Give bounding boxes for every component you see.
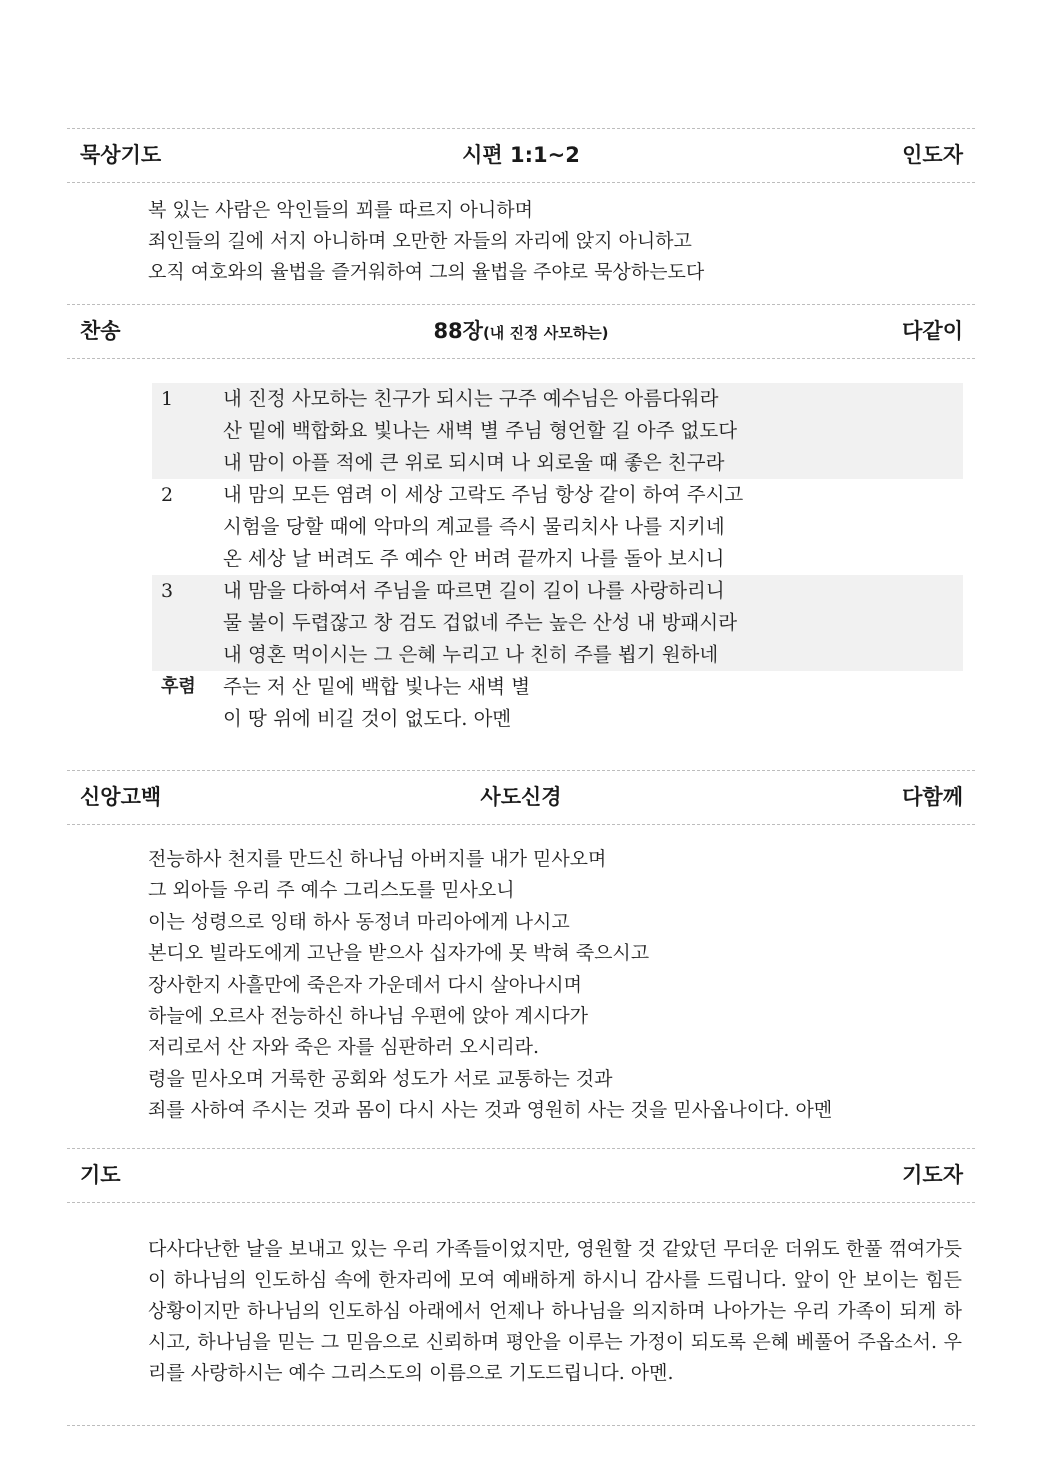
hymn-name: (내 진정 사모하는) <box>482 324 609 342</box>
text-line: 령을 믿사오며 거룩한 공회와 성도가 서로 교통하는 것과 <box>148 1067 613 1090</box>
creed-header <box>67 770 975 824</box>
prayer-title: 기도 <box>80 1163 121 1187</box>
prayer-leader: 기도자 <box>902 1163 963 1187</box>
verse-number: 3 <box>161 580 174 602</box>
creed-participants: 다함께 <box>902 785 963 809</box>
lyric-line: 이 땅 위에 비길 것이 없도다. 아멘 <box>223 707 512 730</box>
refrain-label: 후렴 <box>161 676 196 697</box>
hymn-verse-1 <box>152 383 963 479</box>
creed-name: 사도신경 <box>480 785 562 809</box>
hymn-title: 찬송 <box>80 319 121 343</box>
text-line: 그 외아들 우리 주 예수 그리스도를 믿사오니 <box>148 879 515 902</box>
prayer-text: 다사다난한 날을 보내고 있는 우리 가족들이었지만, 영원할 것 같았던 무더운 더위도 한풀 꺾여가듯이 하나님의 인도하심 속에 한자리에 모여 예배하게 하시니 감사를 드립니다. 앞이 안 보이는 힘든 상황이지만 하나님의 인도하심 아래에서 언제나 하나님을 의지하며 나아가는 우리 가족이 되게 하시고, 하나님을 믿는 그 믿음으로 신뢰하며 평안을 이루는 가정이 되도록 은혜 베풀어 주옵소서. 우리를 사랑하시는 예수 그리스도의 이름으로 기도드립니다. 아멘. <box>148 1238 962 1384</box>
lyric-line: 내 맘의 모든 염려 이 세상 고락도 주님 항상 같이 하여 주시고 <box>223 483 744 506</box>
lyric-line: 산 밑에 백합화요 빛나는 새벽 별 주님 형언할 길 아주 없도다 <box>223 419 738 442</box>
text-line: 전능하사 천지를 만드신 하나님 아버지를 내가 믿사오며 <box>148 848 607 870</box>
text-line: 저리로서 산 자와 죽은 자를 심판하러 오시리라. <box>148 1036 540 1059</box>
lyric-line: 물 불이 두렵잖고 창 검도 겁없네 주는 높은 산성 내 방패시라 <box>223 611 738 634</box>
lyric-line: 주는 저 산 밑에 백합 빛나는 새벽 별 <box>223 675 531 698</box>
text-line: 장사한지 사흘만에 죽은자 가운데서 다시 살아나시며 <box>148 973 582 996</box>
text-line: 죄를 사하여 주시는 것과 몸이 다시 사는 것과 영원히 사는 것을 믿사옵나이다. 아멘 <box>148 1099 833 1122</box>
creed-text <box>148 844 948 1127</box>
section-divider <box>67 1425 975 1426</box>
text-line: 복 있는 사람은 악인들의 꾀를 따르지 아니하며 <box>148 199 533 221</box>
hymn-header <box>67 304 975 358</box>
text-line: 하늘에 오르사 전능하신 하나님 우편에 앉아 계시다가 <box>148 1005 589 1028</box>
hymn-verse-3 <box>152 575 963 671</box>
creed-title: 신앙고백 <box>80 785 162 809</box>
meditation-text <box>148 195 948 288</box>
verse-number: 1 <box>161 388 174 410</box>
meditation-leader: 인도자 <box>902 143 963 167</box>
prayer-header <box>67 1148 975 1202</box>
section-divider <box>67 182 975 183</box>
verse-number: 2 <box>161 484 174 506</box>
hymn-refrain <box>152 671 963 735</box>
meditation-title: 묵상기도 <box>80 143 162 167</box>
lyric-line: 내 영혼 먹이시는 그 은혜 누리고 나 친히 주를 뵙기 원하네 <box>223 643 719 666</box>
lyric-line: 온 세상 날 버려도 주 예수 안 버려 끝까지 나를 돌아 보시니 <box>223 547 725 570</box>
text-line: 이는 성령으로 잉태 하사 동정녀 마리아에게 나시고 <box>148 910 570 933</box>
text-line: 죄인들의 길에 서지 아니하며 오만한 자들의 자리에 앉지 아니하고 <box>148 230 692 252</box>
lyric-line: 내 진정 사모하는 친구가 되시는 구주 예수님은 아름다워라 <box>223 387 719 410</box>
section-divider <box>67 358 975 359</box>
text-line: 본디오 빌라도에게 고난을 받으사 십자가에 못 박혀 죽으시고 <box>148 942 650 965</box>
meditation-header <box>67 128 975 182</box>
meditation-scripture: 시편 1:1~2 <box>462 143 580 167</box>
lyric-line: 내 맘을 다하여서 주님을 따르면 길이 길이 나를 사랑하리니 <box>223 579 725 602</box>
hymn-verse-2 <box>152 479 963 575</box>
hymn-lyrics <box>152 383 963 735</box>
section-divider <box>67 1202 975 1203</box>
lyric-line: 시험을 당할 때에 악마의 계교를 즉시 물리치사 나를 지키네 <box>223 515 725 538</box>
text-line: 오직 여호와의 율법을 즐거워하여 그의 율법을 주야로 묵상하는도다 <box>148 261 705 283</box>
lyric-line: 내 맘이 아플 적에 큰 위로 되시며 나 외로울 때 좋은 친구라 <box>223 451 725 474</box>
hymn-participants: 다같이 <box>902 319 963 343</box>
hymn-number <box>67 304 975 360</box>
hymn-number-main: 88장 <box>433 319 483 343</box>
section-divider <box>67 824 975 825</box>
